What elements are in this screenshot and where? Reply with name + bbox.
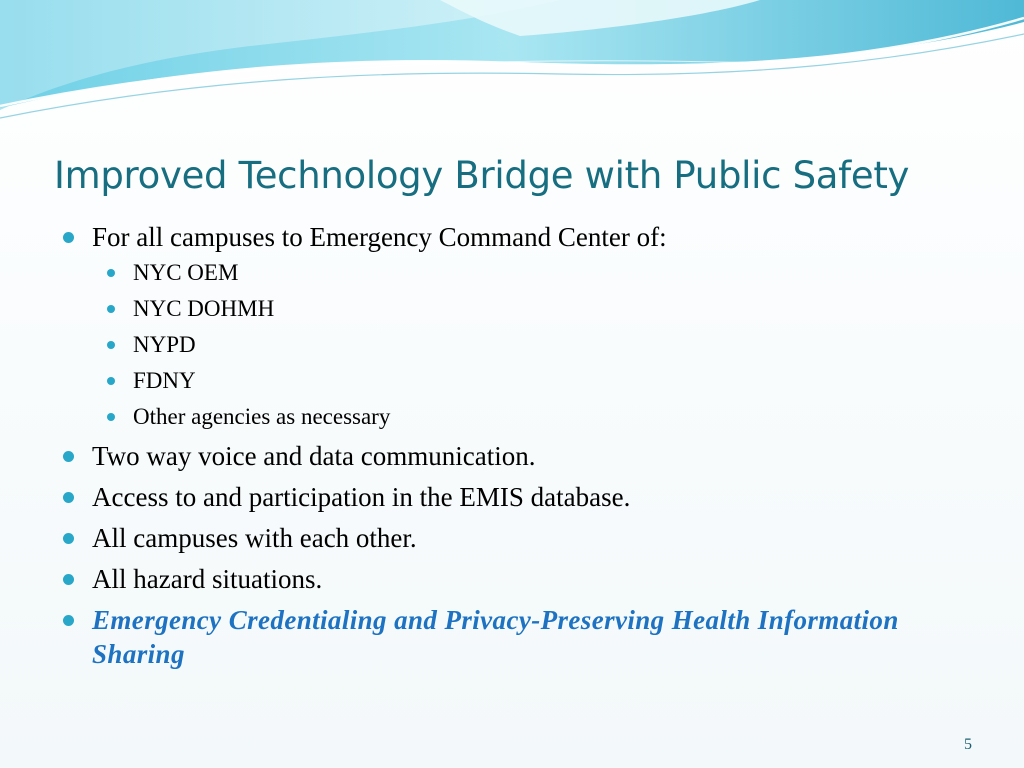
sub-bullet-list [92,258,962,432]
bullet-item [62,220,962,432]
slide-body [62,220,962,678]
sub-bullet-item [92,330,962,360]
bullet-item-highlight [62,603,962,671]
sub-bullet-item [92,258,962,288]
bullet-text-highlight: Emergency Credentialing and Privacy-Preserving Health Information Sharing [92,605,899,669]
sub-bullet-dot-icon [107,377,115,385]
sub-bullet-item [92,366,962,396]
bullet-item [62,480,962,514]
sub-bullet-text: NYC DOHMH [133,296,275,321]
wave-header-decoration [0,0,1024,140]
slide-title: Improved Technology Bridge with Public Safety [54,154,910,197]
sub-bullet-item [92,294,962,324]
bullet-item [62,439,962,473]
bullet-dot-icon [63,533,74,544]
slide-number: 5 [964,736,972,753]
bullet-dot-icon [63,451,74,462]
sub-bullet-dot-icon [107,341,115,349]
sub-bullet-dot-icon [107,413,115,421]
bullet-text: Access to and participation in the EMIS database. [92,482,631,512]
sub-bullet-item [92,402,962,432]
bullet-dot-icon [63,615,74,626]
bullet-text: For all campuses to Emergency Command Center of: [92,222,667,252]
bullet-dot-icon [63,492,74,503]
bullet-text: All hazard situations. [92,564,323,594]
bullet-list [62,220,962,671]
bullet-text: All campuses with each other. [92,523,417,553]
bullet-item [62,562,962,596]
sub-bullet-dot-icon [107,305,115,313]
bullet-item [62,521,962,555]
sub-bullet-text: NYPD [133,332,196,357]
sub-bullet-text: FDNY [133,368,196,393]
sub-bullet-dot-icon [107,269,115,277]
sub-bullet-text: Other agencies as necessary [133,404,391,429]
bullet-dot-icon [63,574,74,585]
bullet-dot-icon [63,232,74,243]
sub-bullet-text: NYC OEM [133,260,239,285]
bullet-text: Two way voice and data communication. [92,441,536,471]
